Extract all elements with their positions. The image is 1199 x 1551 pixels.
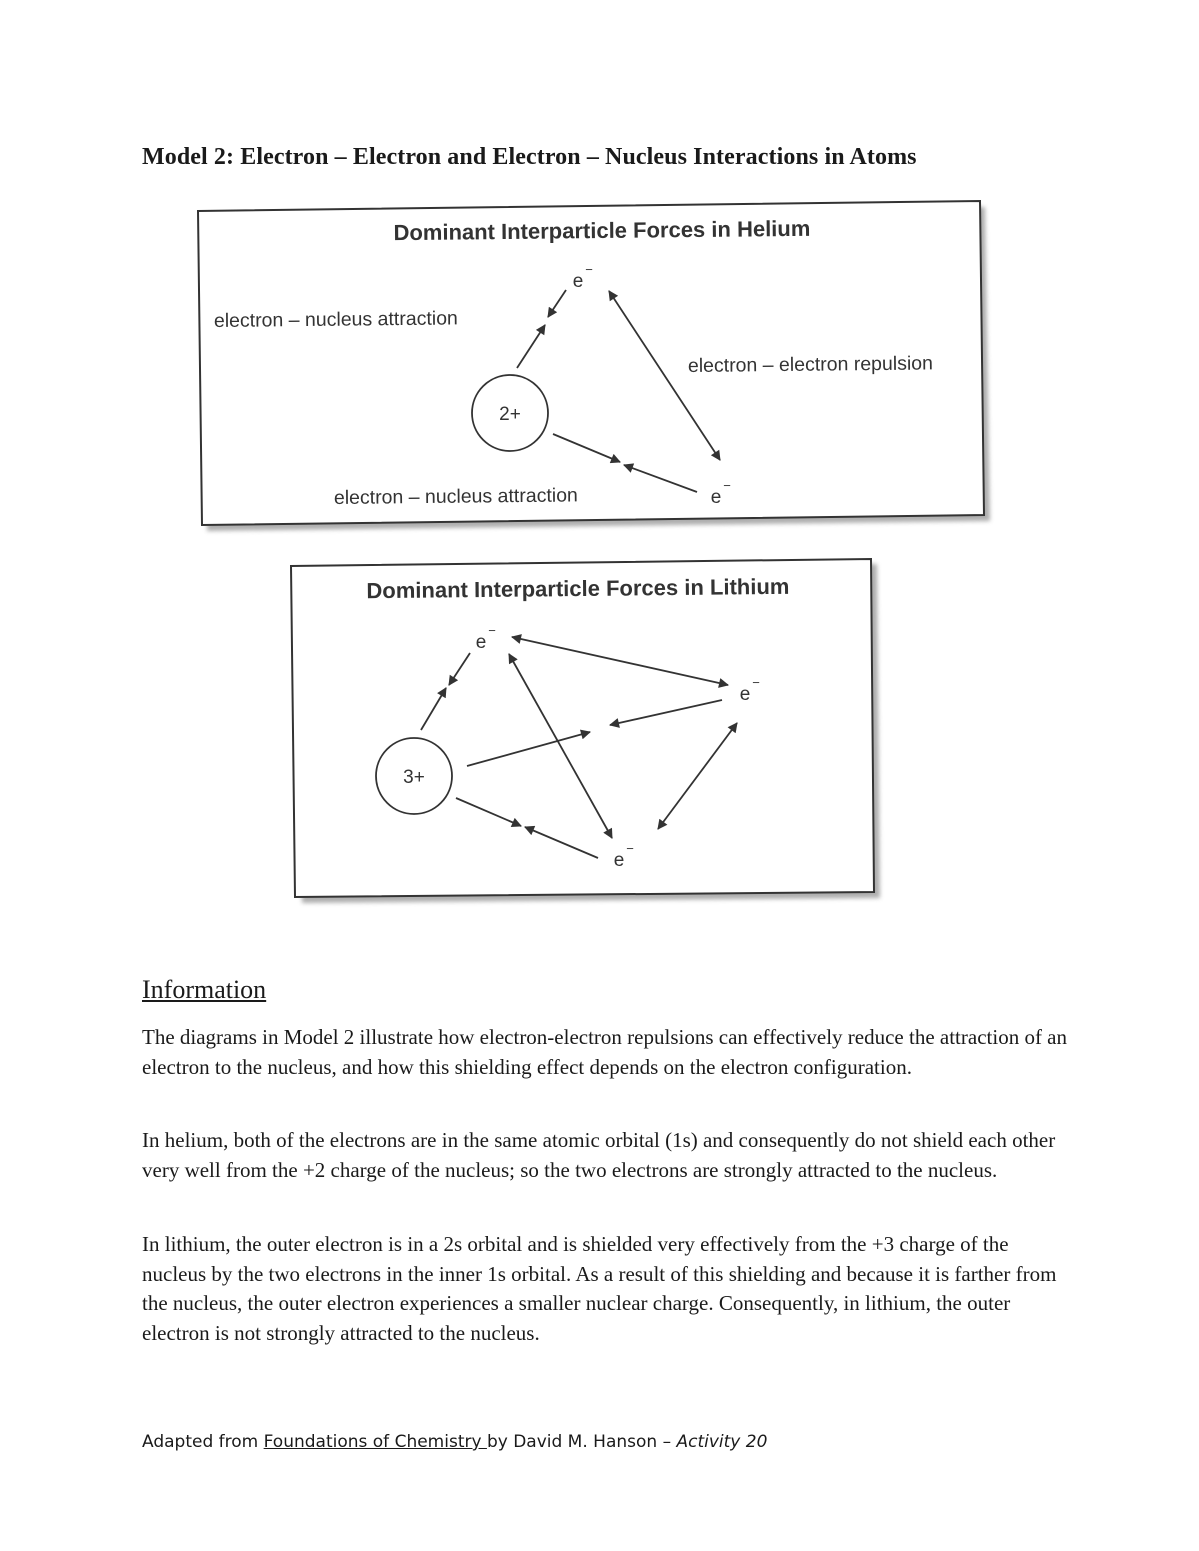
helium-label-attraction-bottom: electron – nucleus attraction	[333, 484, 578, 509]
electron-label: e	[613, 850, 625, 871]
electron-label: e	[739, 684, 751, 705]
electron-charge: −	[585, 262, 593, 277]
helium-label-attraction-top: electron – nucleus attraction	[213, 307, 458, 332]
electron-charge: −	[488, 623, 496, 638]
lithium-title: Dominant Interparticle Forces in Lithium	[366, 573, 790, 604]
footer-prefix: Adapted from	[142, 1432, 264, 1452]
electron-label: e	[475, 632, 487, 653]
information-paragraph: In helium, both of the electrons are in the same atomic orbital (1s) and consequently do not shield each other very well from the +2 charge of the nucleus; so the two electrons are strongly attracted to the nucleus.	[142, 1128, 1056, 1182]
electron-charge: −	[752, 675, 760, 690]
electron-label: e	[710, 487, 722, 508]
electron-label: e	[572, 271, 584, 292]
model-title: Model 2: Electron – Electron and Electron – Nucleus Interactions in Atoms	[142, 144, 917, 170]
information-paragraph: The diagrams in Model 2 illustrate how electron-electron repulsions can effectively reduce the attraction of an electron to the nucleus, and how this shielding effect depends on the electron configuration.	[142, 1025, 1068, 1079]
footer-author: by David M. Hanson –	[486, 1432, 677, 1452]
electron-charge: −	[723, 478, 731, 493]
helium-nucleus-label: 2+	[499, 404, 521, 425]
footer-citation	[142, 1432, 767, 1452]
electron-charge: −	[626, 841, 634, 856]
helium-label-repulsion: electron – electron repulsion	[687, 352, 934, 377]
helium-title: Dominant Interparticle Forces in Helium	[393, 215, 811, 246]
helium-panel	[198, 201, 990, 531]
lithium-nucleus-label: 3+	[403, 767, 425, 788]
footer-book-title: Foundations of Chemistry	[263, 1432, 487, 1452]
information-paragraph: In lithium, the outer electron is in a 2s orbital and is shielded very effectively from the +3 charge of the nucleus by the two electrons in the inner 1s orbital. As a result of this shielding and because it is farther from the nucleus, the outer electron experiences a smaller nuclear charge. Consequently, in lithium, the outer electron is not strongly attracted to the nucleus.	[142, 1232, 1057, 1345]
information-heading: Information	[142, 975, 267, 1004]
lithium-panel	[291, 559, 880, 903]
footer-activity: Activity 20	[676, 1432, 768, 1452]
